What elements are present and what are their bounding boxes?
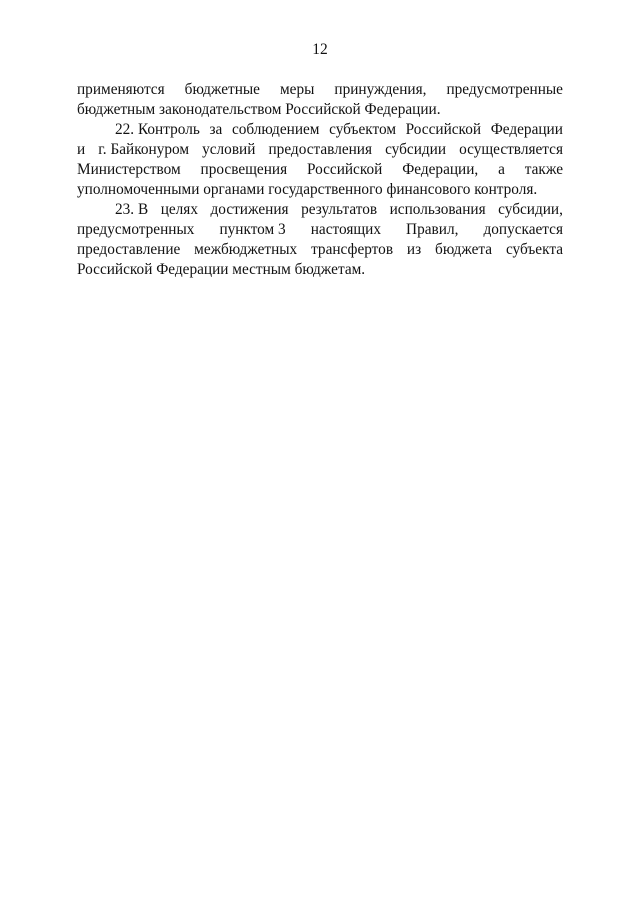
- word: субсидии: [385, 141, 447, 158]
- word: меры: [279, 81, 315, 98]
- text-line: [77, 240, 563, 260]
- page-number: 12: [312, 41, 328, 58]
- paragraph-continuation: [77, 80, 563, 120]
- text-line: [77, 140, 563, 160]
- word: Российской: [306, 161, 383, 178]
- word: Федерации: [490, 121, 563, 138]
- word: из: [406, 241, 422, 258]
- word: Федерации,: [402, 161, 479, 178]
- word: настоящих: [310, 221, 381, 238]
- word: 22. Контроль: [115, 121, 200, 138]
- word: межбюджетных: [194, 241, 298, 258]
- word: за: [209, 121, 223, 138]
- word: субсидии,: [498, 201, 563, 218]
- word: бюджетные: [184, 81, 260, 98]
- paragraph-22: [77, 120, 563, 200]
- word: также: [524, 161, 563, 178]
- word: г. Байконуром: [98, 141, 190, 158]
- word: предоставления: [268, 141, 373, 158]
- word: Министерством: [77, 161, 181, 178]
- text-line: [77, 180, 563, 200]
- text-line: [77, 200, 563, 220]
- text-line: [77, 260, 563, 280]
- text-line: [77, 100, 563, 120]
- word: предусмотренных: [77, 221, 195, 238]
- word: принуждения,: [334, 81, 427, 98]
- word: а: [498, 161, 505, 178]
- word: и: [77, 141, 86, 158]
- word: условий: [202, 141, 256, 158]
- word: субъектом: [329, 121, 397, 138]
- text-line: [77, 80, 563, 100]
- word: 23. В: [115, 201, 149, 218]
- word: трансфертов: [311, 241, 394, 258]
- text-line: [77, 160, 563, 180]
- word: бюджета: [435, 241, 493, 258]
- line-text: Российской Федерации местным бюджетам.: [77, 261, 366, 278]
- word: пунктом 3: [219, 221, 286, 238]
- paragraph-23: [77, 200, 563, 280]
- word: допускается: [483, 221, 563, 238]
- word: субъекта: [505, 241, 563, 258]
- word: целях: [160, 201, 198, 218]
- word: соблюдением: [231, 121, 320, 138]
- word: применяются: [77, 81, 165, 98]
- word: результатов: [301, 201, 378, 218]
- word: просвещения: [200, 161, 288, 178]
- document-body: [77, 80, 563, 280]
- word: предоставление: [77, 241, 181, 258]
- line-text: уполномоченными органами государственного финансового контроля.: [77, 181, 538, 198]
- word: осуществляется: [459, 141, 563, 158]
- word: использования: [389, 201, 486, 218]
- word: Правил,: [406, 221, 459, 238]
- text-line: [77, 220, 563, 240]
- word: предусмотренные: [446, 81, 563, 98]
- text-line: [77, 120, 563, 140]
- line-text: бюджетным законодательством Российской Федерации.: [77, 101, 441, 118]
- word: Российской: [405, 121, 482, 138]
- word: достижения: [210, 201, 289, 218]
